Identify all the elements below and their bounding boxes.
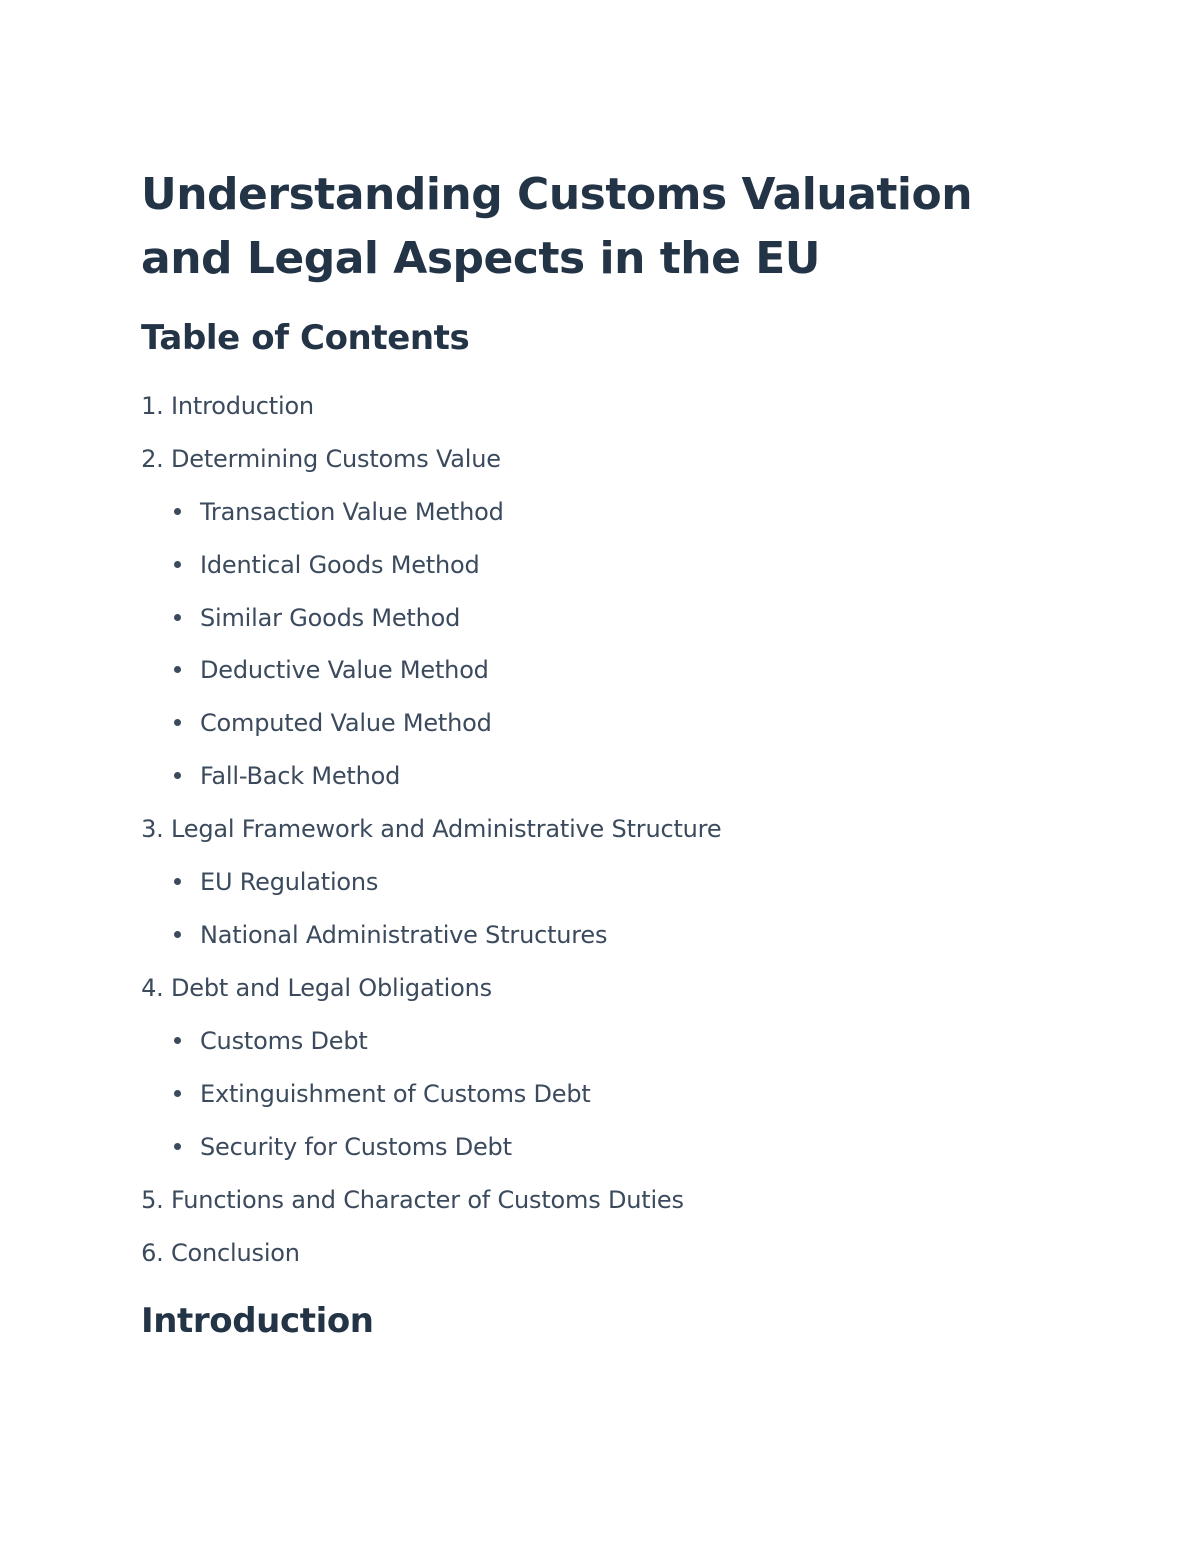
toc-item-conclusion[interactable] <box>141 1238 300 1268</box>
toc-subitem-extinguishment-of-customs-debt[interactable] <box>171 1079 591 1109</box>
toc-subitem-fall-back-method[interactable] <box>171 761 400 791</box>
toc-subitem-label: Identical Goods Method <box>200 551 480 579</box>
bullet-icon <box>174 561 181 568</box>
toc-item-number: 3. <box>141 815 171 843</box>
toc-subitem-label: Extinguishment of Customs Debt <box>200 1080 591 1108</box>
document-title: Understanding Customs Valuation and Legal Aspects in the EU <box>141 169 973 284</box>
bullet-icon <box>174 719 181 726</box>
introduction-heading: Introduction <box>141 1301 374 1341</box>
toc-item-legal-framework[interactable] <box>141 814 721 844</box>
bullet-icon <box>174 666 181 673</box>
bullet-icon <box>174 1037 181 1044</box>
toc-item-label: Functions and Character of Customs Duties <box>171 1186 684 1214</box>
bullet-icon <box>174 1090 181 1097</box>
toc-subitem-label: Computed Value Method <box>200 709 492 737</box>
toc-subitem-deductive-value-method[interactable] <box>171 655 489 685</box>
toc-subitem-computed-value-method[interactable] <box>171 708 492 738</box>
toc-subitem-label: Similar Goods Method <box>200 604 461 632</box>
toc-item-number: 5. <box>141 1186 171 1214</box>
toc-subitem-label: Fall-Back Method <box>200 762 401 790</box>
toc-item-functions-and-character[interactable] <box>141 1185 684 1215</box>
toc-subitem-eu-regulations[interactable] <box>171 867 378 897</box>
toc-subitem-transaction-value-method[interactable] <box>171 497 504 527</box>
toc-item-label: Introduction <box>171 392 314 420</box>
toc-item-label: Legal Framework and Administrative Structure <box>171 815 722 843</box>
toc-item-number: 2. <box>141 445 171 473</box>
toc-subitem-label: Customs Debt <box>200 1027 368 1055</box>
toc-subitem-label: National Administrative Structures <box>200 921 608 949</box>
toc-item-label: Determining Customs Value <box>171 445 501 473</box>
toc-subitem-national-administrative-structures[interactable] <box>171 920 607 950</box>
bullet-icon <box>174 1143 181 1150</box>
toc-item-number: 1. <box>141 392 171 420</box>
toc-subitem-similar-goods-method[interactable] <box>171 603 460 633</box>
toc-subitem-identical-goods-method[interactable] <box>171 550 480 580</box>
toc-item-label: Conclusion <box>171 1239 300 1267</box>
toc-item-number: 6. <box>141 1239 171 1267</box>
toc-subitem-security-for-customs-debt[interactable] <box>171 1132 512 1162</box>
toc-subitem-customs-debt[interactable] <box>171 1026 368 1056</box>
toc-item-determining-customs-value[interactable] <box>141 444 501 474</box>
toc-item-introduction[interactable] <box>141 391 314 421</box>
toc-subitem-label: EU Regulations <box>200 868 379 896</box>
toc-item-label: Debt and Legal Obligations <box>171 974 492 1002</box>
bullet-icon <box>174 508 181 515</box>
bullet-icon <box>174 931 181 938</box>
bullet-icon <box>174 772 181 779</box>
bullet-icon <box>174 878 181 885</box>
toc-item-debt-and-legal-obligations[interactable] <box>141 973 492 1003</box>
toc-subitem-label: Deductive Value Method <box>200 656 489 684</box>
toc-subitem-label: Transaction Value Method <box>200 498 504 526</box>
toc-item-number: 4. <box>141 974 171 1002</box>
toc-heading: Table of Contents <box>141 318 470 358</box>
bullet-icon <box>174 614 181 621</box>
toc-subitem-label: Security for Customs Debt <box>200 1133 512 1161</box>
